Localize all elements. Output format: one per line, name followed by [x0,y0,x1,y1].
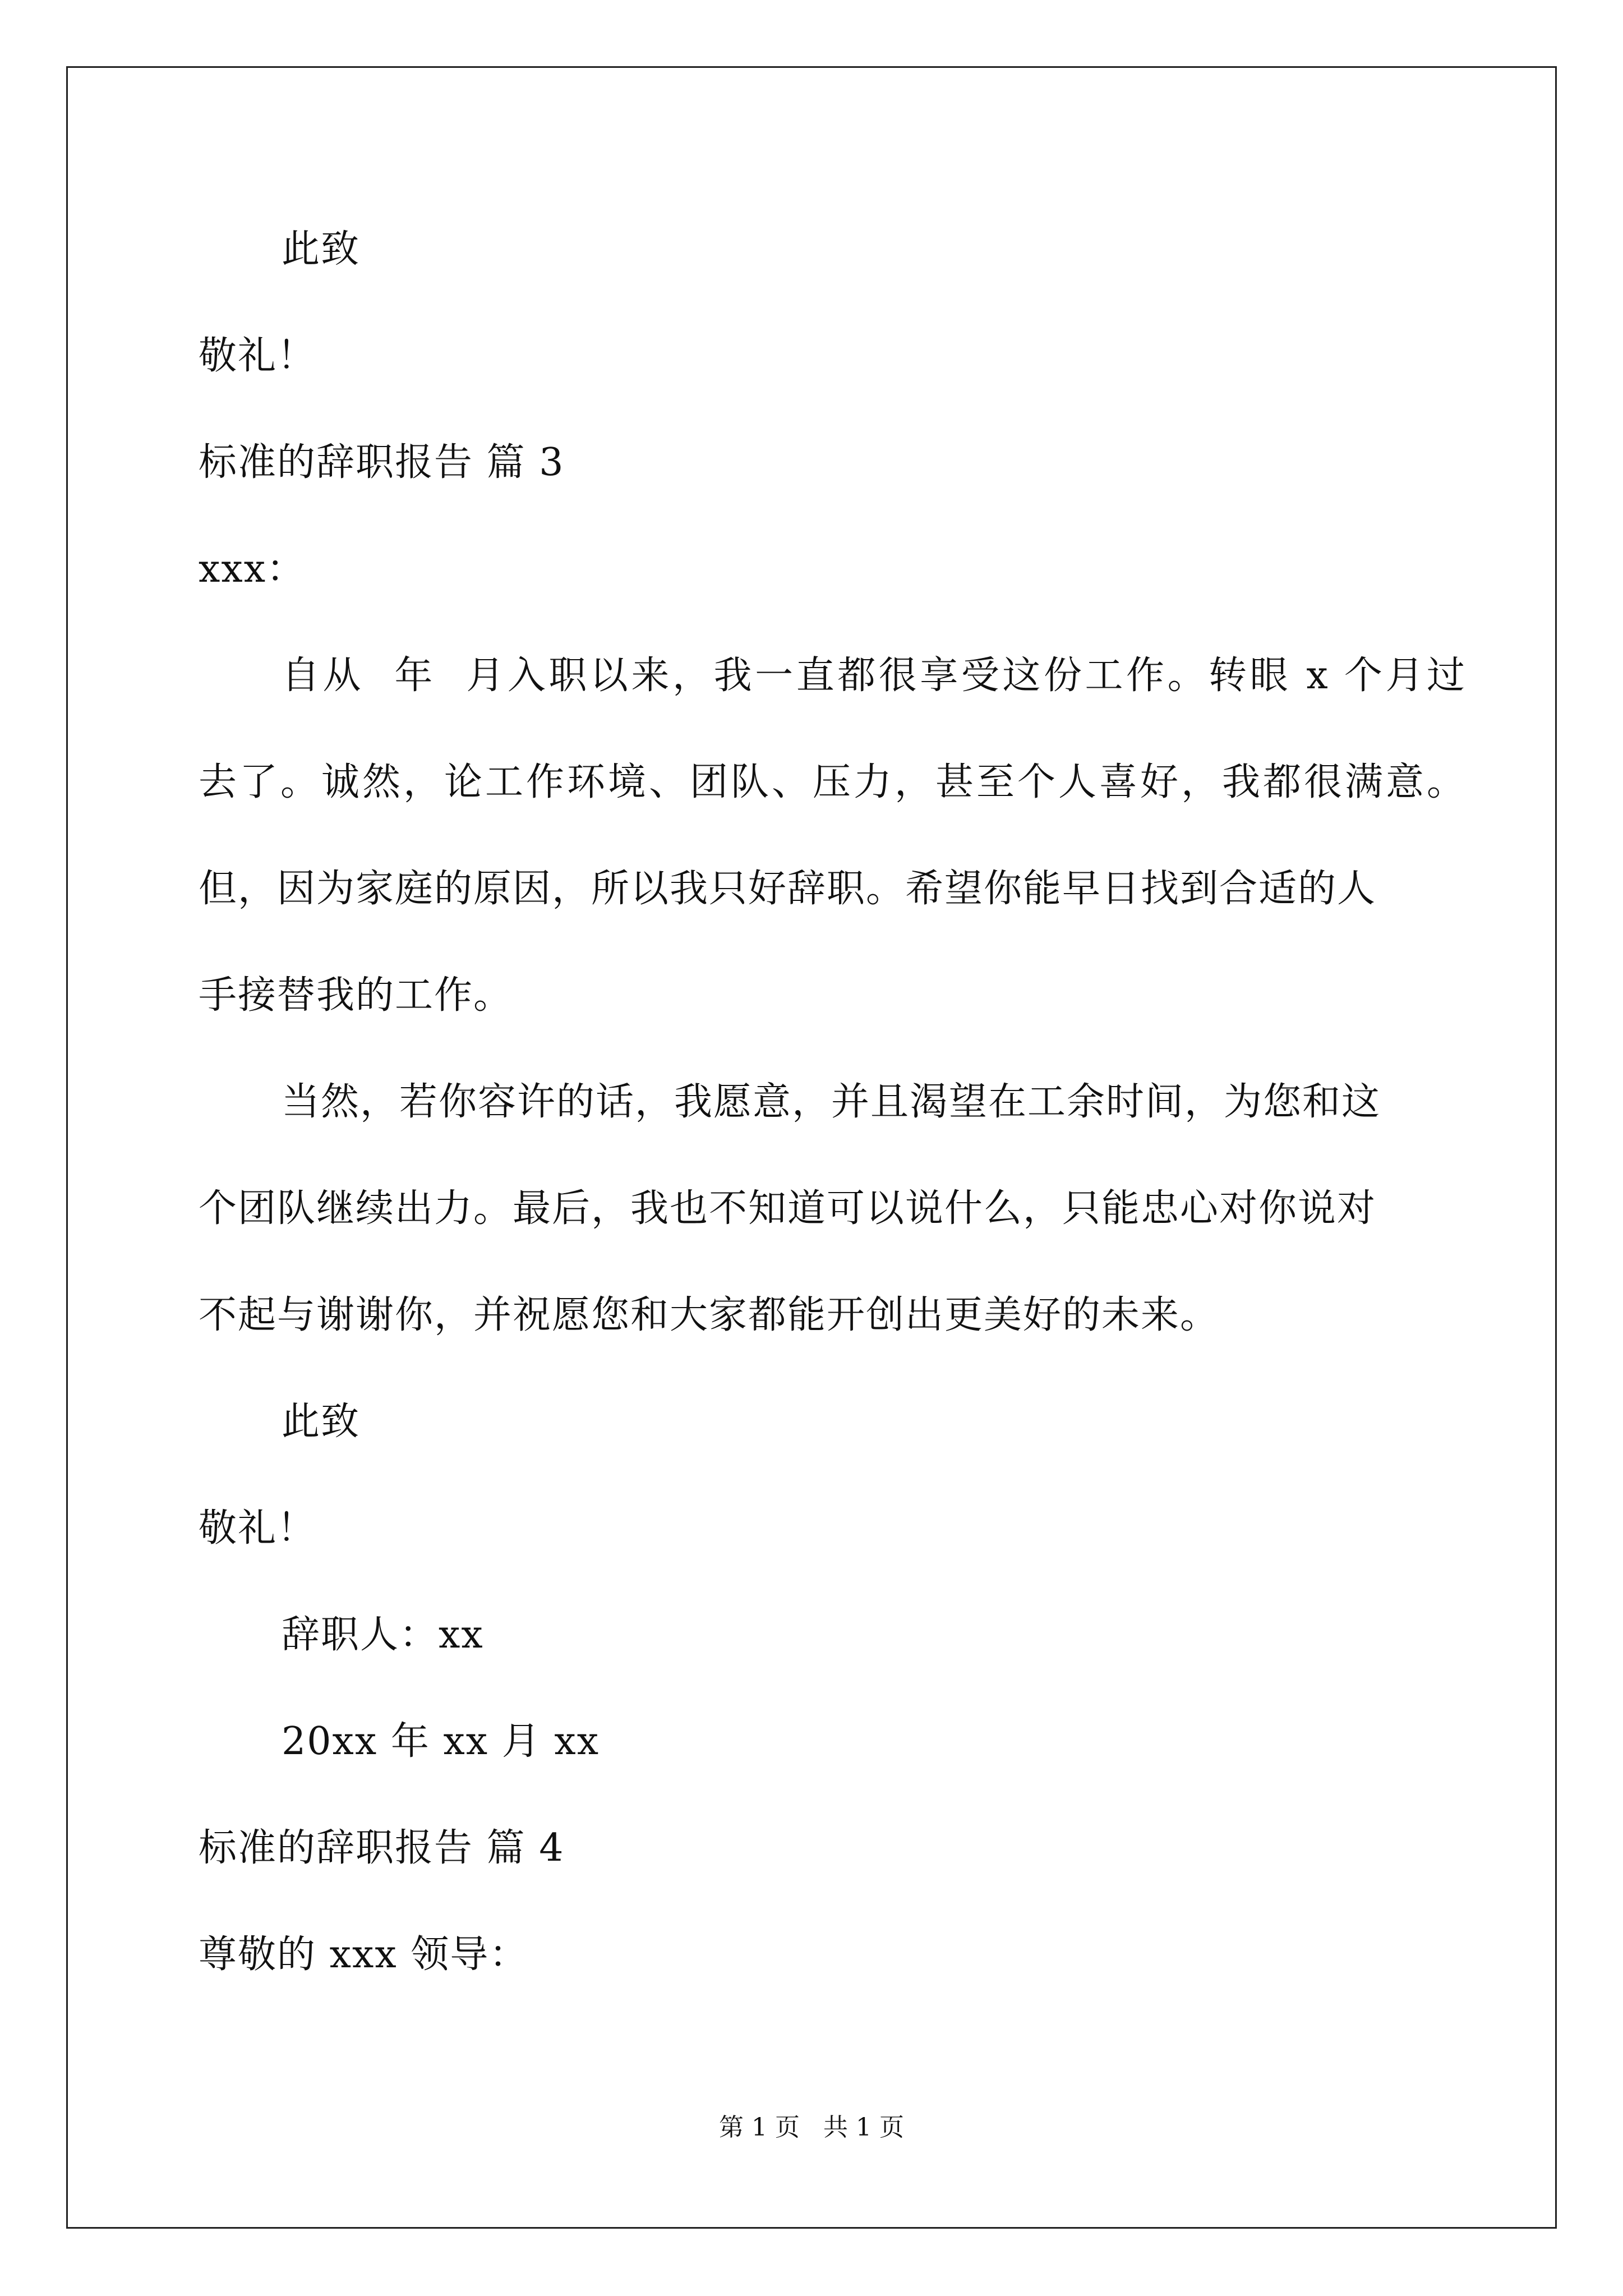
paragraph-line: 不起与谢谢你，并祝愿您和大家都能开创出更美好的未来。 [199,1293,1220,1337]
paragraph-line: 个团队继续出力。最后，我也不知道可以说什么，只能忠心对你说对 [199,1186,1377,1231]
closing-regards: 敬礼！ [199,1506,317,1550]
paragraph-line: 当然，若你容许的话，我愿意，并且渴望在工余时间，为您和这 [282,1080,1381,1124]
section-heading: 标准的辞职报告 篇 4 [199,1826,565,1870]
recipient-line: 尊敬的 xxx 领导： [199,1932,529,1977]
date-line: 20xx 年 xx 月 xx [282,1719,600,1764]
page-border [66,66,1557,2229]
paragraph-line: 去了。诚然，论工作环境、团队、压力，甚至个人喜好，我都很满意。 [199,760,1466,804]
closing-salutation: 此致 [282,227,361,272]
paragraph-line: 手接替我的工作。 [199,973,513,1018]
page-footer: 第 1 页 共 1 页 [719,2113,904,2142]
paragraph-line: 自从 年 月入职以来，我一直都很享受这份工作。转眼 x 个月过 [282,654,1466,698]
closing-salutation: 此致 [282,1400,361,1444]
closing-regards: 敬礼！ [199,334,317,378]
paragraph-line: 但，因为家庭的原因，所以我只好辞职。希望你能早日找到合适的人 [199,867,1377,911]
recipient-line: xxx： [199,547,306,591]
section-heading: 标准的辞职报告 篇 3 [199,440,565,485]
signature-line: 辞职人：xx [282,1613,484,1657]
